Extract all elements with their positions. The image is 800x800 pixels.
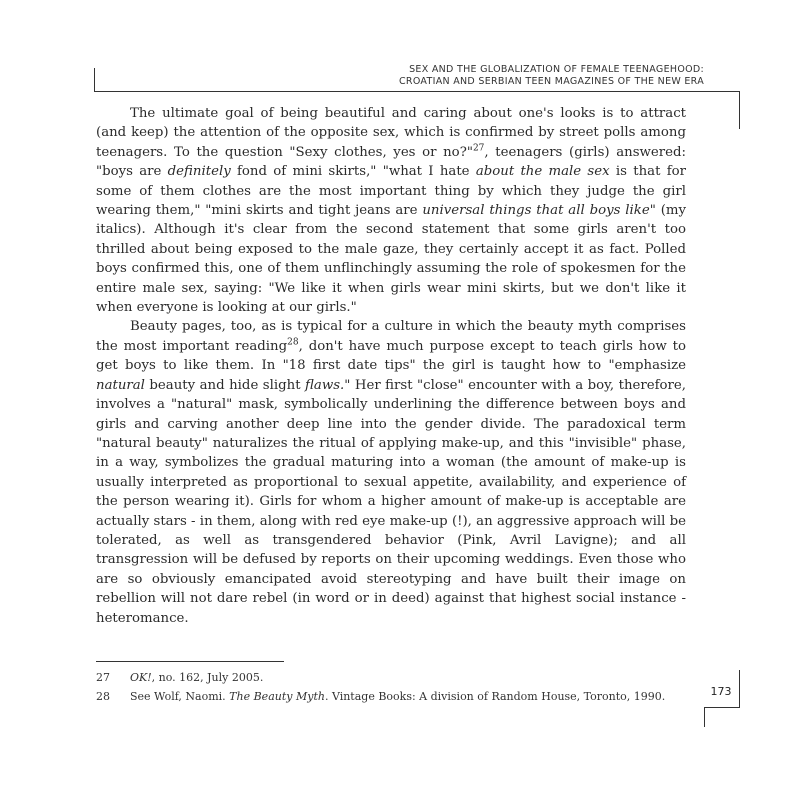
p2-text-3: beauty and hide slight [144,377,306,393]
page-number-rule-tail [704,707,705,727]
footnote-ref-27: 27 [472,143,485,154]
p2-italic-1: natural [96,377,145,393]
body-text [96,104,686,628]
p2-text-2: , don't have much purpose except to teach girls how to get boys to like them. In "18 first date tips" the girl is taught how to "emphasize [96,338,686,374]
p1-text-2: , teenagers (girls) answered: "boys are [96,144,686,180]
p1-text-4: is that for some of them clothes are the most important thing by which they judge the girl wearing them," "mini skirts and tight jeans are [96,164,686,219]
page-number-rule-vertical [739,670,740,708]
footnote-27 [96,668,696,687]
footnote-rule [96,661,284,662]
header-rule-left [94,68,95,92]
p2-italic-2: flaws. [305,377,345,393]
paragraph-2 [96,317,686,628]
footnote-pre: See Wolf, Naomi. [130,690,230,703]
p1-italic-2: about the male sex [475,164,610,180]
footnote-number: 28 [96,690,110,703]
page-number: 173 [710,685,732,698]
footnote-number: 27 [96,671,110,684]
footnotes [96,668,696,706]
running-head-line-1: SEX AND THE GLOBALIZATION OF FEMALE TEENAGEHOOD: [409,64,704,75]
footnote-rest: . Vintage Books: A division of Random House, Toronto, 1990. [324,690,666,703]
running-head [399,64,704,88]
header-rule-right [739,91,740,129]
footnote-text [130,687,665,706]
p1-text-3: fond of mini skirts," "what I hate [230,164,476,180]
p2-text-1: Beauty pages, too, as is typical for a culture in which the beauty myth comprises the most important reading [96,319,686,354]
footnote-italic: The Beauty Myth [229,690,325,703]
p1-italic-1: definitely [167,164,231,180]
p1-text-5: " (my italics). Although it's clear from the second statement that some girls aren't too thrilled about being exposed to the male gaze, they certainly accept it as fact. Polled boys confirmed this, one of them unflinchingly assuming the role of spokesmen for the entire male sex, saying: "We like it when girls wear mini skirts, but we don't like it when everyone is looking at our girls." [96,203,686,316]
footnote-ref-28: 28 [287,337,299,348]
footnote-italic: OK! [130,671,152,684]
page-number-rule-horizontal [704,707,740,708]
footnote-rest: , no. 162, July 2005. [151,671,264,684]
p1-text-1: The ultimate goal of being beautiful and caring about one's looks is to attract (and keep) the attention of the opposite sex, which is confirmed by street polls among teenagers. To the question "Sexy clothes, yes or no?" [96,106,686,160]
footnote-text [130,668,263,687]
paragraph-1 [96,104,686,317]
p2-text-4: " Her first "close" encounter with a boy, therefore, involves a "natural" mask, symbolically underlining the difference between boys and girls and carving another deep line into the gender divide. The paradoxical term "natural beauty" naturalizes the ritual of applying make-up, and this "invisible" phase, in a way, symbolizes the gradual maturing into a woman (the amount of make-up is usually interpreted as proportional to sexual appetite, availability, and experience of the person wearing it). Girls for whom a higher amount of make-up is acceptable are actually stars - in them, along with red eye make-up (!), an aggressive approach will be tolerated, as well as transgendered behavior (Pink, Avril Lavigne); and all transgression will be defused by reports on their upcoming weddings. Even those who are so obviously emancipated avoid stereotyping and have built their image on rebellion will not dare rebel (in word or in deed) against that highest social instance - heteromance. [96,377,686,626]
header-rule [94,91,740,92]
running-head-line-2: CROATIAN AND SERBIAN TEEN MAGAZINES OF THE NEW ERA [398,76,704,87]
footnote-28 [96,687,696,706]
p1-italic-3: universal things that all boys like [422,203,650,219]
